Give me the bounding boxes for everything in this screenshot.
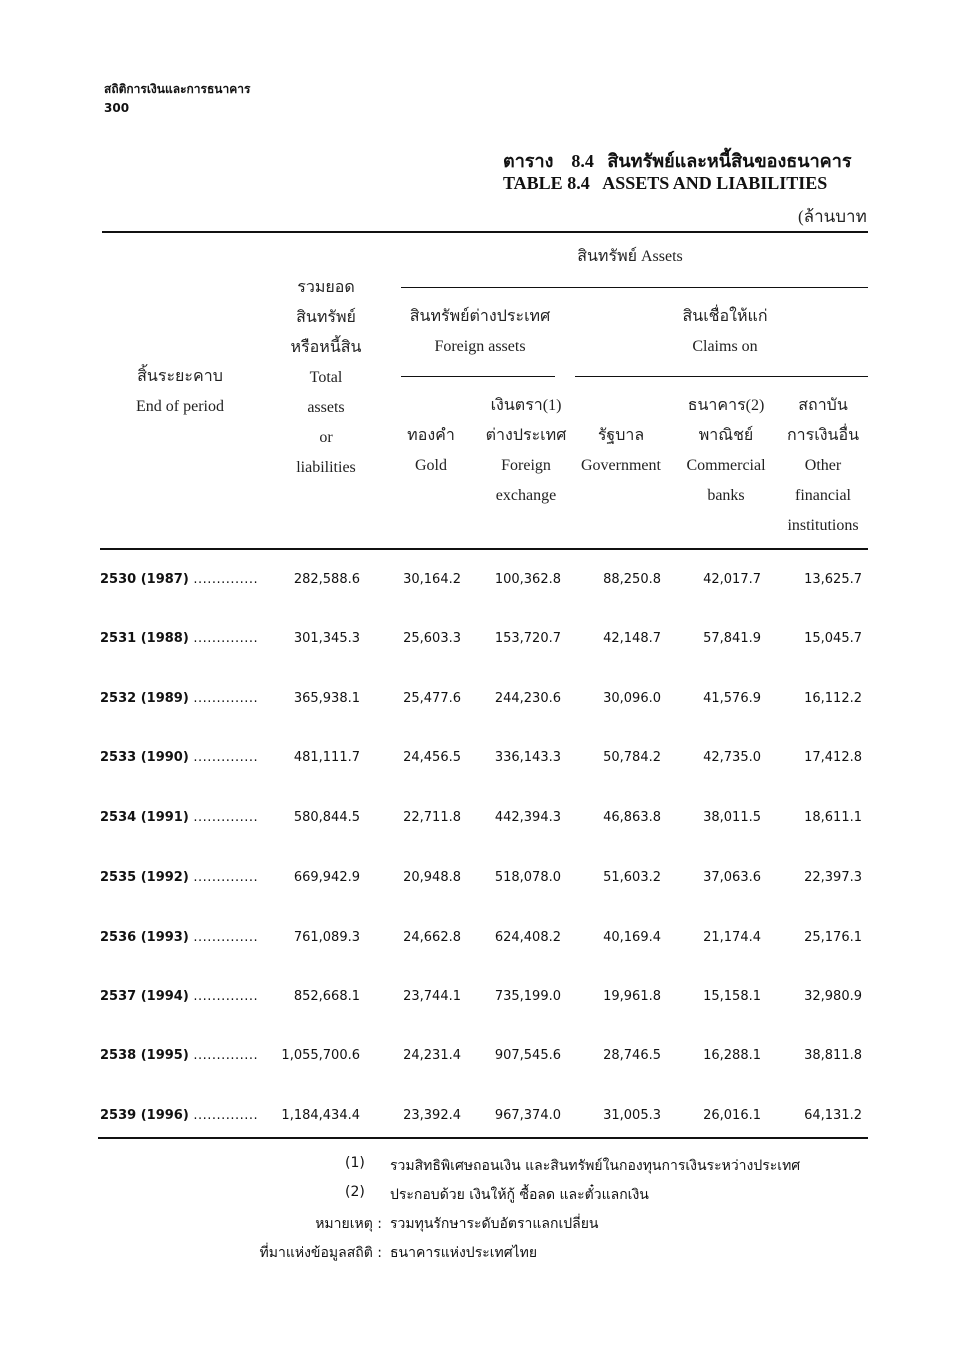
leader-dots: .............. [193, 631, 259, 646]
cell-banks: 57,841.9 [703, 631, 761, 646]
commercial-banks-header-line: พาณิชย์ [698, 427, 754, 444]
period-label [100, 1108, 258, 1123]
cell-other: 25,176.1 [804, 930, 862, 945]
period-text: 2532 (1989) [100, 691, 189, 706]
period-label [100, 691, 258, 706]
claims-rule [575, 376, 868, 377]
other-institutions-header-line: financial [795, 487, 851, 504]
claims-header [660, 302, 790, 362]
period-label [100, 930, 258, 945]
fx-header-line: ต่างประเทศ [485, 427, 567, 444]
period-label [100, 572, 258, 587]
period-text: 2537 (1994) [100, 989, 189, 1004]
other-institutions-header-line: Other [804, 457, 842, 474]
cell-gold: 24,456.5 [403, 750, 461, 765]
cell-fx: 100,362.8 [494, 572, 561, 587]
cell-gold: 22,711.8 [403, 810, 461, 825]
period-label [100, 989, 258, 1004]
cell-total: 580,844.5 [293, 810, 360, 825]
cell-gov: 28,746.5 [603, 1048, 661, 1063]
other-institutions-header-line: institutions [787, 517, 859, 534]
period-label [100, 1048, 258, 1063]
period-text: 2536 (1993) [100, 930, 189, 945]
cell-gov: 88,250.8 [603, 572, 661, 587]
commercial-banks-header-line: banks [707, 487, 745, 504]
cell-other: 17,412.8 [804, 750, 862, 765]
cell-gov: 40,169.4 [603, 930, 661, 945]
cell-other: 16,112.2 [804, 691, 862, 706]
cell-other: 13,625.7 [804, 572, 862, 587]
period-text: 2530 (1987) [100, 572, 189, 587]
title-thai-number: 8.4 [571, 151, 594, 171]
period-text: 2538 (1995) [100, 1048, 189, 1063]
total-header [266, 273, 386, 483]
gold-header [395, 421, 467, 481]
cell-gov: 51,603.2 [603, 870, 661, 885]
total-header-line: สินทรัพย์ [296, 309, 356, 326]
title-thai-text: สินทรัพย์และหนี้สินของธนาคาร [607, 151, 852, 171]
cell-banks: 26,016.1 [703, 1108, 761, 1123]
cell-banks: 42,735.0 [703, 750, 761, 765]
foreign-assets-header-th: สินทรัพย์ต่างประเทศ [409, 308, 551, 325]
cell-total: 282,588.6 [293, 572, 360, 587]
fx-header-line: Foreign [501, 457, 551, 474]
assets-group-header: สินทรัพย์ Assets [577, 248, 683, 265]
fx-header-line: เงินตรา(1) [490, 397, 562, 414]
remark-label: หมายเหตุ : [315, 1216, 382, 1232]
cell-gov: 42,148.7 [603, 631, 661, 646]
leader-dots: .............. [193, 930, 259, 945]
period-label [100, 870, 258, 885]
source: ธนาคารแห่งประเทศไทย [390, 1245, 538, 1261]
header-bottom-rule [100, 548, 868, 550]
cell-fx: 153,720.7 [494, 631, 561, 646]
cell-other: 32,980.9 [804, 989, 862, 1004]
cell-gov: 46,863.8 [603, 810, 661, 825]
foreign-rule [401, 376, 555, 377]
cell-gold: 30,164.2 [403, 572, 461, 587]
cell-fx: 967,374.0 [494, 1108, 561, 1123]
period-label [100, 750, 258, 765]
cell-fx: 336,143.3 [494, 750, 561, 765]
top-rule [102, 231, 868, 233]
title-thai [503, 146, 852, 175]
other-institutions-header-line: การเงินอื่น [786, 427, 860, 444]
period-text: 2539 (1996) [100, 1108, 189, 1123]
cell-gov: 30,096.0 [603, 691, 661, 706]
total-header-line: หรือหนี้สิน [290, 339, 362, 356]
leader-dots: .............. [193, 1108, 259, 1123]
title-thai-prefix: ตาราง [503, 151, 554, 171]
leader-dots: .............. [193, 810, 259, 825]
cell-gold: 24,231.4 [403, 1048, 461, 1063]
leader-dots: .............. [193, 989, 259, 1004]
foreign-assets-header-en: Foreign assets [434, 338, 526, 355]
cell-total: 669,942.9 [293, 870, 360, 885]
period-header-en: End of period [136, 398, 224, 415]
claims-header-en: Claims on [692, 338, 758, 355]
cell-gold: 23,392.4 [403, 1108, 461, 1123]
cell-other: 15,045.7 [804, 631, 862, 646]
footnote-1-mark: (1) [345, 1155, 365, 1171]
cell-gov: 50,784.2 [603, 750, 661, 765]
running-head: สถิติการเงินและการธนาคาร [104, 82, 251, 96]
cell-total: 1,055,700.6 [281, 1048, 360, 1063]
cell-other: 38,811.8 [804, 1048, 862, 1063]
cell-gold: 25,603.3 [403, 631, 461, 646]
total-header-line: รวมยอด [297, 279, 355, 296]
government-header-en: Government [581, 457, 661, 474]
footnote-1: รวมสิทธิพิเศษถอนเงิน และสินทรัพย์ในกองทุนการเงินระหว่างประเทศ [390, 1158, 801, 1174]
period-text: 2535 (1992) [100, 870, 189, 885]
cell-fx: 907,545.6 [494, 1048, 561, 1063]
other-institutions-header-line: สถาบัน [798, 397, 848, 414]
cell-fx: 624,408.2 [494, 930, 561, 945]
cell-gold: 20,948.8 [403, 870, 461, 885]
cell-total: 481,111.7 [293, 750, 360, 765]
foreign-assets-header [400, 302, 560, 362]
cell-banks: 37,063.6 [703, 870, 761, 885]
assets-rule [401, 287, 868, 288]
period-label [100, 810, 258, 825]
cell-gold: 23,744.1 [403, 989, 461, 1004]
footnote-2-mark: (2) [345, 1184, 365, 1200]
period-text: 2533 (1990) [100, 750, 189, 765]
period-label [100, 631, 258, 646]
period-header-th: สิ้นระยะคาบ [137, 368, 223, 385]
leader-dots: .............. [193, 691, 259, 706]
cell-banks: 41,576.9 [703, 691, 761, 706]
gold-header-en: Gold [415, 457, 447, 474]
cell-fx: 442,394.3 [494, 810, 561, 825]
other-institutions-header [776, 391, 870, 541]
footnote-2: ประกอบด้วย เงินให้กู้ ซื้อลด และตั๋วแลกเงิน [390, 1187, 649, 1203]
claims-header-th: สินเชื่อให้แก่ [682, 308, 768, 325]
source-label: ที่มาแห่งข้อมูลสถิติ : [259, 1245, 382, 1261]
leader-dots: .............. [193, 750, 259, 765]
period-header [100, 362, 260, 422]
cell-banks: 16,288.1 [703, 1048, 761, 1063]
cell-total: 1,184,434.4 [281, 1108, 360, 1123]
cell-fx: 244,230.6 [494, 691, 561, 706]
cell-gold: 25,477.6 [403, 691, 461, 706]
cell-other: 22,397.3 [804, 870, 862, 885]
cell-other: 18,611.1 [804, 810, 862, 825]
government-header [571, 421, 671, 481]
title-en-number: 8.4 [567, 173, 590, 193]
leader-dots: .............. [193, 572, 259, 587]
leader-dots: .............. [193, 870, 259, 885]
title-en-text: ASSETS AND LIABILITIES [602, 173, 828, 193]
cell-banks: 42,017.7 [703, 572, 761, 587]
commercial-banks-header-line: Commercial [686, 457, 766, 474]
cell-gov: 31,005.3 [603, 1108, 661, 1123]
unit-label: (ล้านบาท [798, 207, 867, 226]
cell-other: 64,131.2 [804, 1108, 862, 1123]
commercial-banks-header [676, 391, 776, 511]
commercial-banks-header-line: ธนาคาร(2) [687, 397, 765, 414]
title-en-prefix: TABLE [503, 173, 563, 193]
remark: รวมทุนรักษาระดับอัตราแลกเปลี่ยน [390, 1216, 599, 1232]
cell-gold: 24,662.8 [403, 930, 461, 945]
total-header-line: or [319, 429, 333, 446]
period-text: 2534 (1991) [100, 810, 189, 825]
cell-total: 852,668.1 [293, 989, 360, 1004]
cell-fx: 518,078.0 [494, 870, 561, 885]
gold-header-th: ทองคำ [407, 427, 455, 444]
total-header-line: assets [307, 399, 345, 416]
leader-dots: .............. [193, 1048, 259, 1063]
table-bottom-rule [98, 1137, 868, 1139]
cell-banks: 21,174.4 [703, 930, 761, 945]
cell-banks: 38,011.5 [703, 810, 761, 825]
cell-total: 761,089.3 [293, 930, 360, 945]
total-header-line: Total [309, 369, 343, 386]
period-text: 2531 (1988) [100, 631, 189, 646]
fx-header-line: exchange [495, 487, 557, 504]
title-english [503, 173, 827, 194]
page-number: 300 [104, 101, 130, 115]
total-header-line: liabilities [296, 459, 356, 476]
cell-total: 301,345.3 [293, 631, 360, 646]
cell-fx: 735,199.0 [494, 989, 561, 1004]
cell-gov: 19,961.8 [603, 989, 661, 1004]
fx-header [476, 391, 576, 511]
cell-banks: 15,158.1 [703, 989, 761, 1004]
government-header-th: รัฐบาล [597, 427, 645, 444]
cell-total: 365,938.1 [293, 691, 360, 706]
